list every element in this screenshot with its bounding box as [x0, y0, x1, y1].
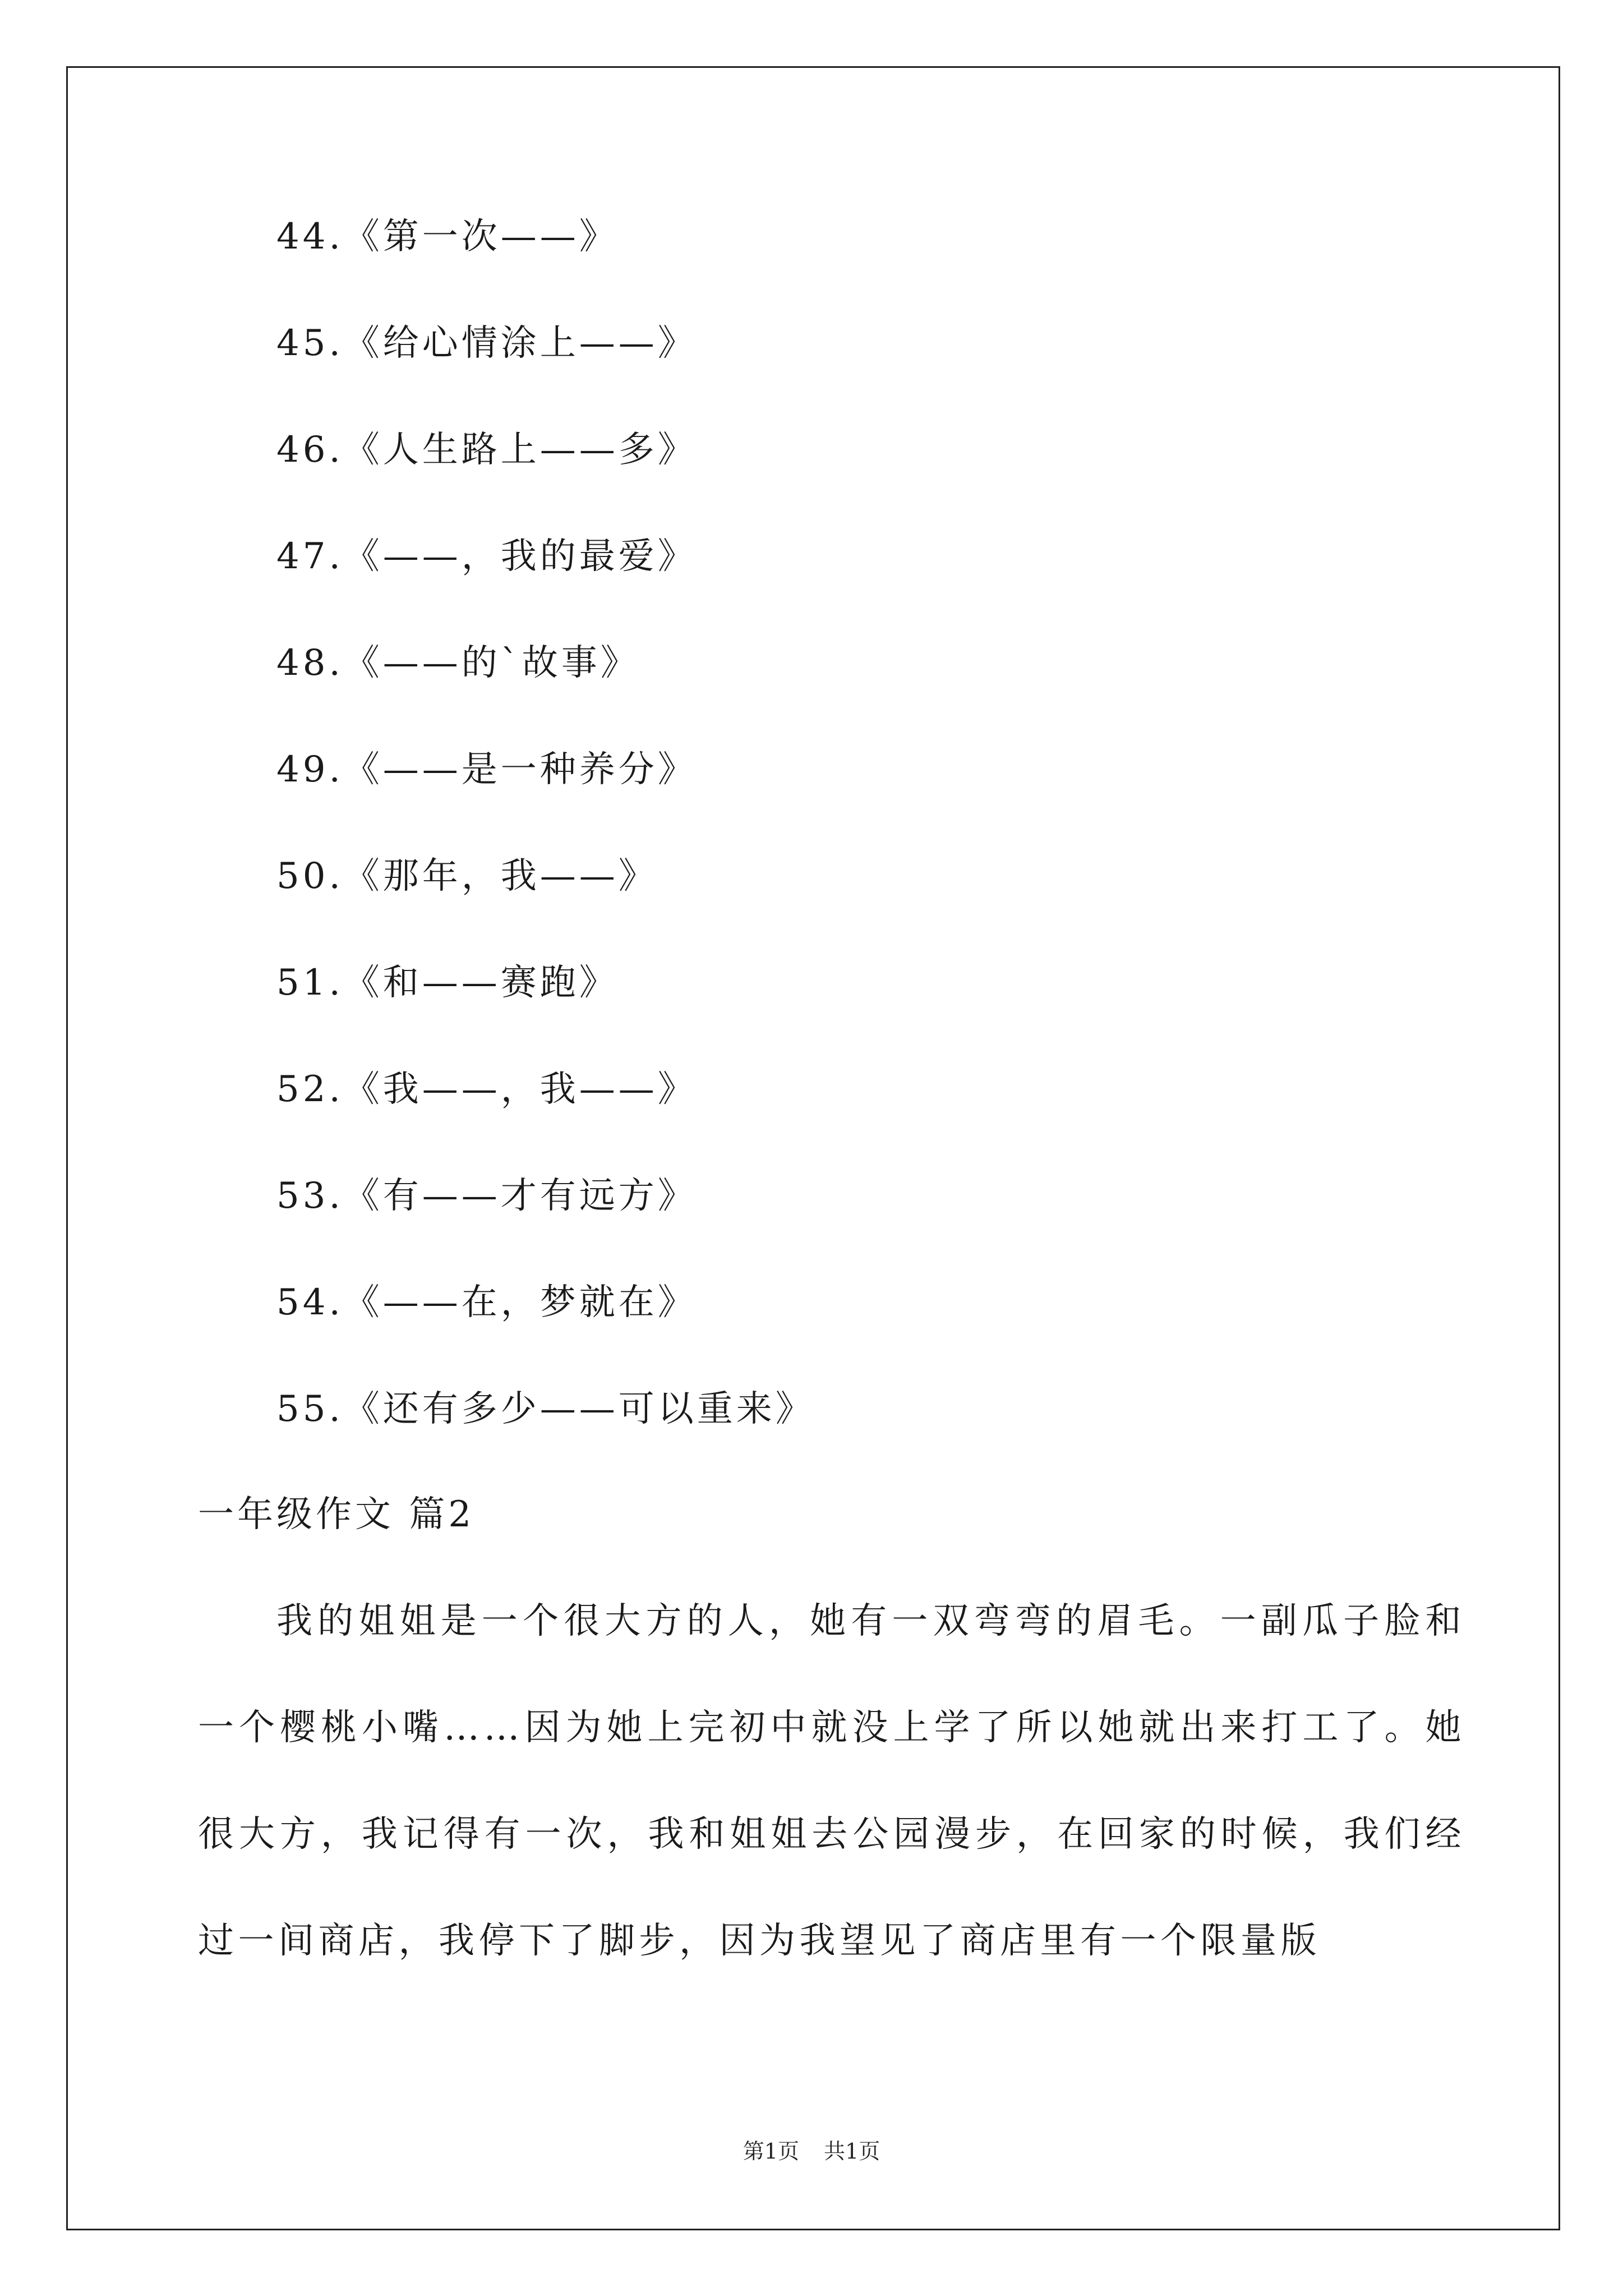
list-item: 54.《——在，梦就在》 — [276, 1282, 697, 1323]
list-item: 53.《有——才有远方》 — [276, 1175, 697, 1217]
document-body — [198, 216, 1465, 1994]
list-item: 47.《——，我的最爱》 — [276, 536, 697, 577]
section-title: 一年级作文 篇2 — [198, 1494, 475, 1535]
list-item: 45.《给心情涂上——》 — [276, 323, 697, 364]
list-item: 52.《我——，我——》 — [276, 1069, 697, 1110]
list-item: 49.《——是一种养分》 — [276, 749, 697, 790]
list-item: 44.《第一次——》 — [276, 216, 619, 257]
list-item: 48.《——的`故事》 — [276, 642, 640, 684]
list-item: 55.《还有多少——可以重来》 — [276, 1388, 815, 1430]
list-item: 51.《和——赛跑》 — [276, 962, 619, 1004]
page-footer — [0, 2140, 1623, 2162]
page-number-total: 共1页 — [824, 2139, 880, 2164]
title-list — [198, 216, 1465, 1498]
page-number-current: 第1页 — [743, 2139, 799, 2164]
list-item: 46.《人生路上——多》 — [276, 429, 697, 471]
body-paragraph: 我的姐姐是一个很大方的人，她有一双弯弯的眉毛。一副瓜子脸和一个樱桃小嘴……因为她上完初中就没上学了所以她就出来打工了。她很大方，我记得有一次，我和姐姐去公园漫步，在回家的时候，我们经过一间商店，我停下了脚步，因为我望见了商店里有一个限量版 — [198, 1600, 1465, 1962]
list-item: 50.《那年，我——》 — [276, 855, 658, 897]
